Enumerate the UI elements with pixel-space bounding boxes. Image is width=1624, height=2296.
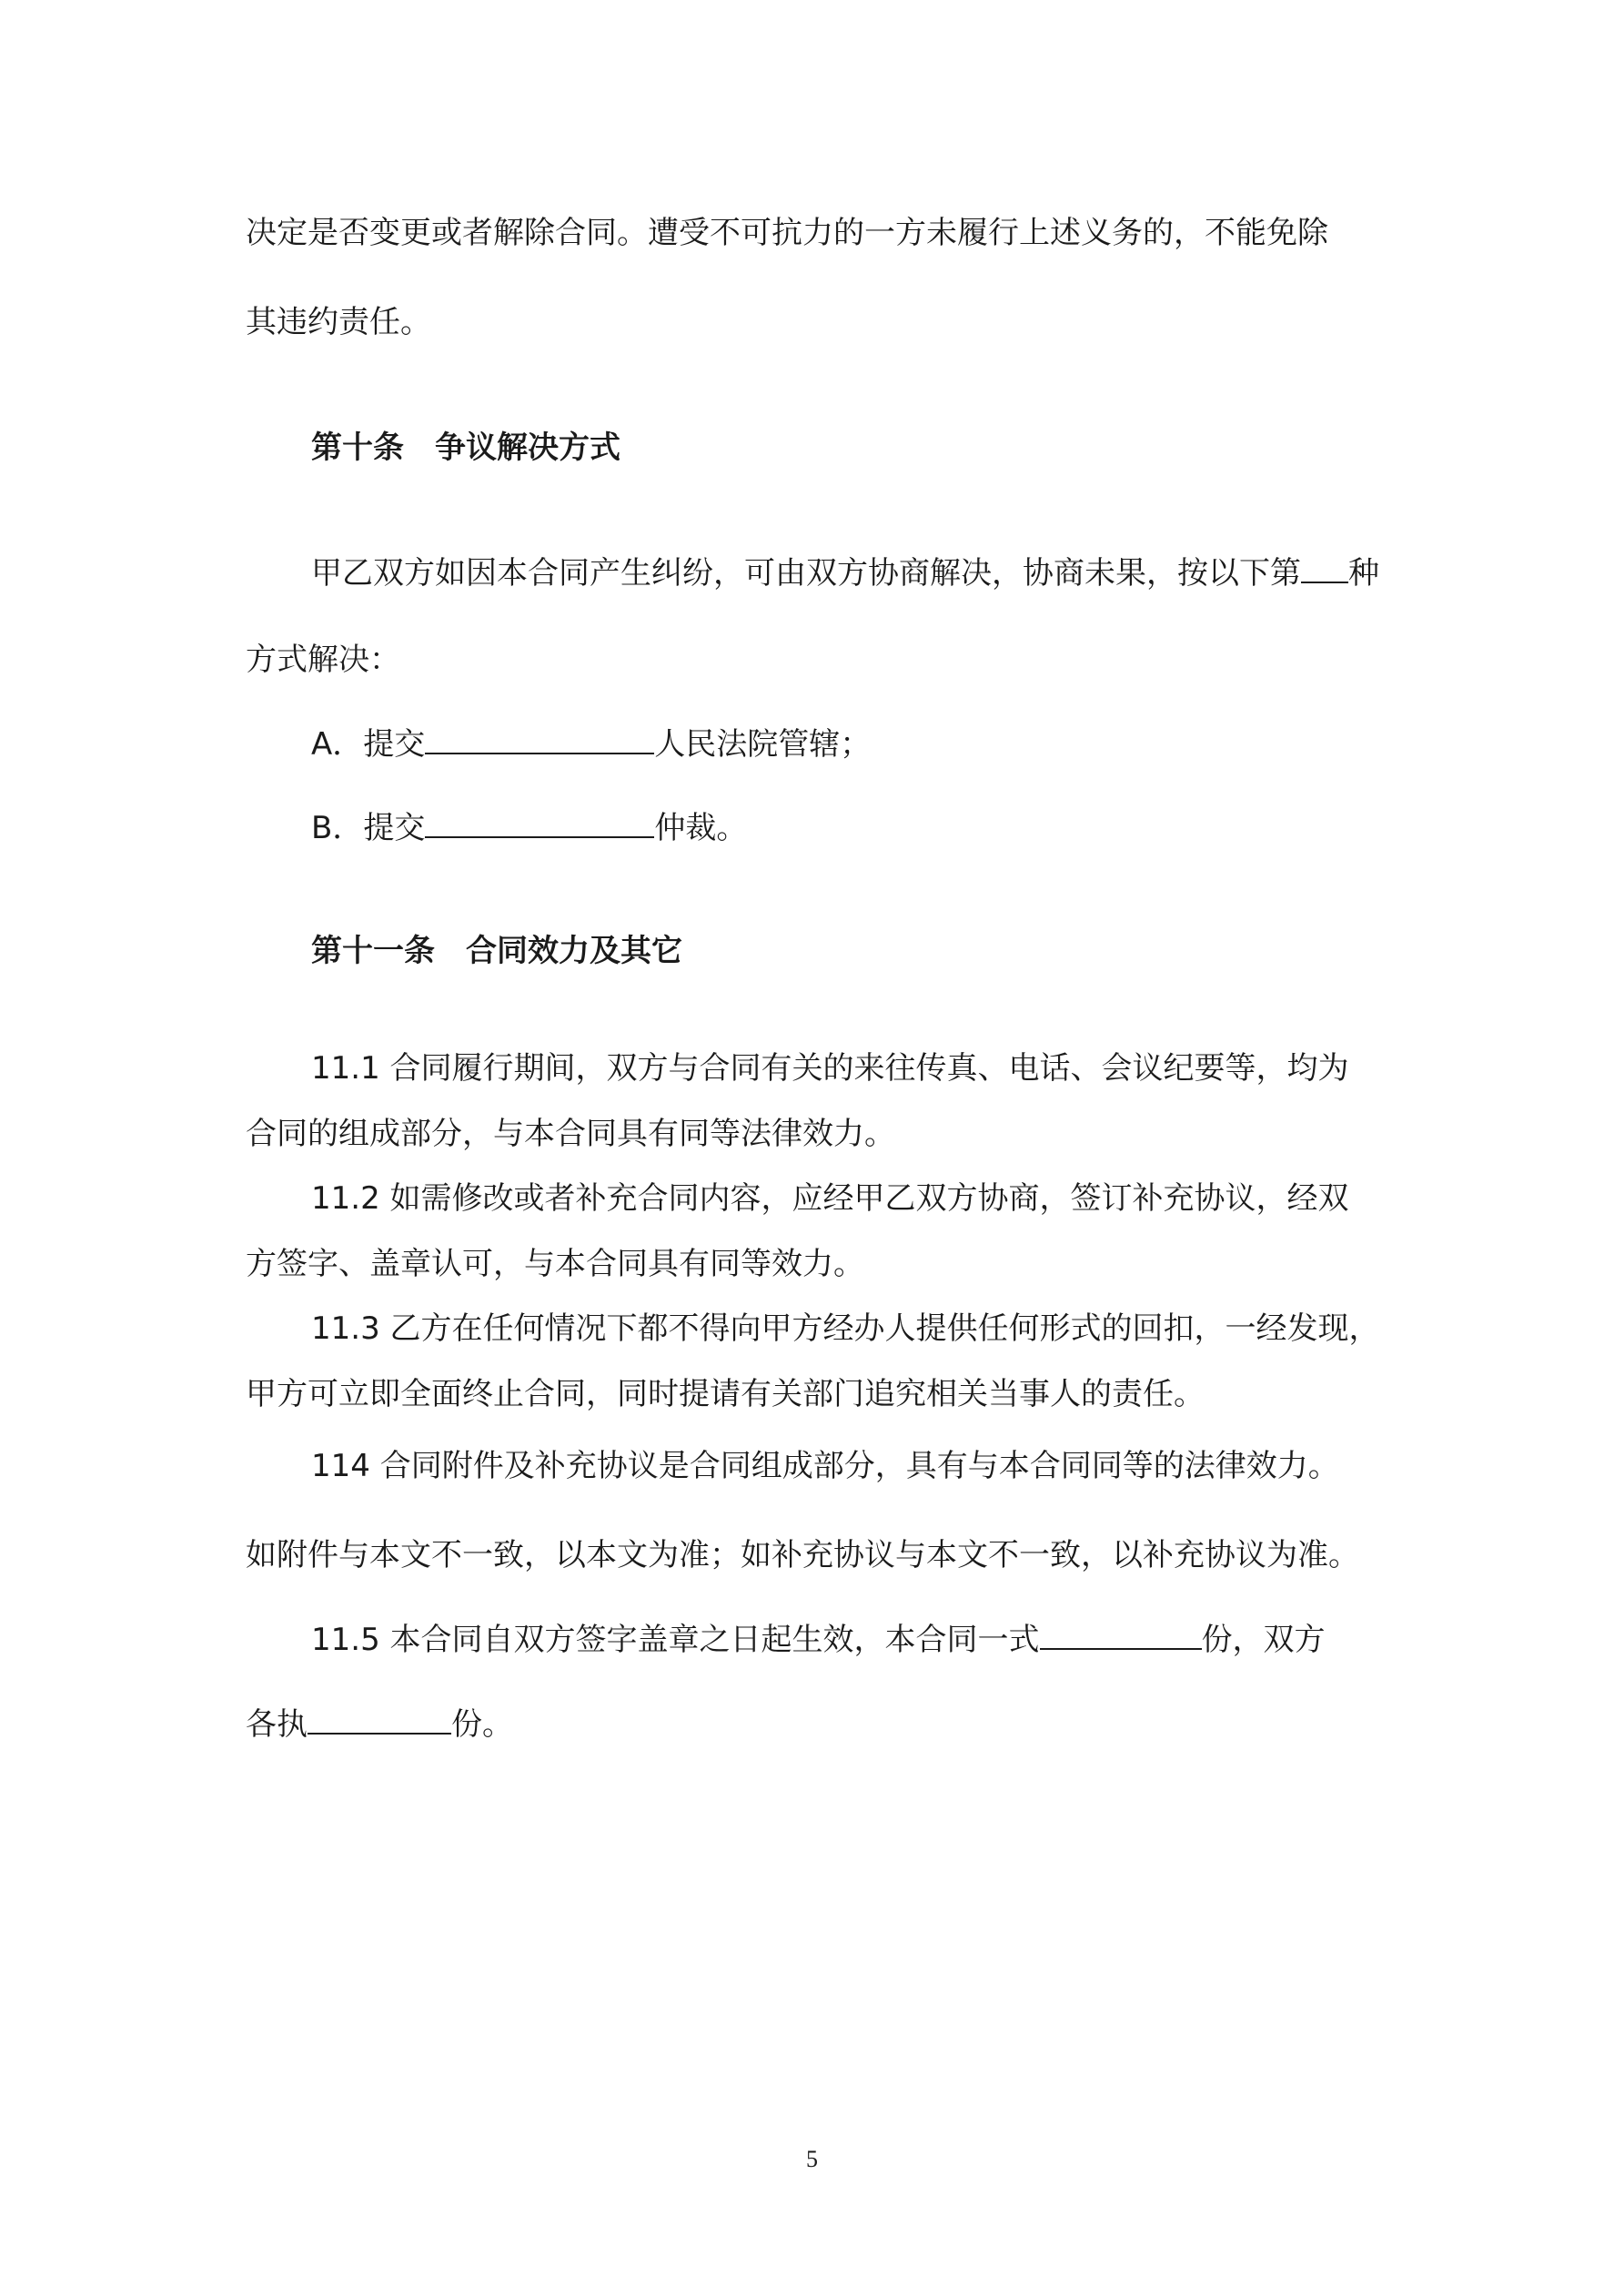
text-segment: 人民法院管辖； [654,726,872,763]
paragraph-line: 11.1 合同履行期间，双方与合同有关的来往传真、电话、会议纪要等，均为 [311,1050,1349,1087]
page-number: 5 [806,2146,818,2172]
option-a [311,725,871,763]
paragraph-line: 其违约责任。 [246,304,431,340]
text-segment: 11.5 本合同自双方签字盖章之日起生效，本合同一式 [311,1622,1040,1658]
article-11-heading: 第十一条 合同效力及其它 [311,933,682,969]
paragraph-line: 方式解决： [246,642,400,678]
paragraph-line [311,1621,1326,1658]
fill-blank [308,1705,451,1735]
fill-blank [425,725,654,754]
article-10-heading: 第十条 争议解决方式 [311,430,620,466]
text-segment: A．提交 [311,726,426,763]
paragraph-line: 11.3 乙方在任何情况下都不得向甲方经办人提供任何形式的回扣，一经发现， [311,1310,1380,1347]
fill-blank [1301,554,1348,583]
text-segment: 仲裁。 [654,810,748,846]
paragraph-line: 决定是否变更或者解除合同。遭受不可抗力的一方未履行上述义务的，不能免除 [246,215,1328,251]
paragraph-line: 甲方可立即全面终止合同，同时提请有关部门追究相关当事人的责任。 [246,1376,1205,1412]
paragraph-line: 如附件与本文不一致，以本文为准；如补充协议与本文不一致，以补充协议为准。 [246,1537,1359,1573]
paragraph-line [311,554,1379,592]
paragraph-line: 114 合同附件及补充协议是合同组成部分，具有与本合同同等的法律效力。 [311,1448,1339,1484]
paragraph-line [246,1705,513,1743]
option-b [311,809,747,846]
text-segment: B．提交 [311,810,426,846]
text-segment: 各执 [246,1706,308,1743]
text-segment: 份。 [451,1706,513,1743]
paragraph-line: 方签字、盖章认可，与本合同具有同等效力。 [246,1246,864,1282]
paragraph-line: 合同的组成部分，与本合同具有同等法律效力。 [246,1116,895,1152]
paragraph-line: 11.2 如需修改或者补充合同内容，应经甲乙双方协商，签订补充协议，经双 [311,1180,1349,1217]
text-segment: 种 [1348,555,1379,592]
text-segment: 甲乙双方如因本合同产生纠纷，可由双方协商解决，协商未果，按以下第 [311,555,1301,592]
fill-blank [425,809,654,838]
fill-blank [1040,1621,1202,1650]
text-segment: 份，双方 [1201,1622,1326,1658]
